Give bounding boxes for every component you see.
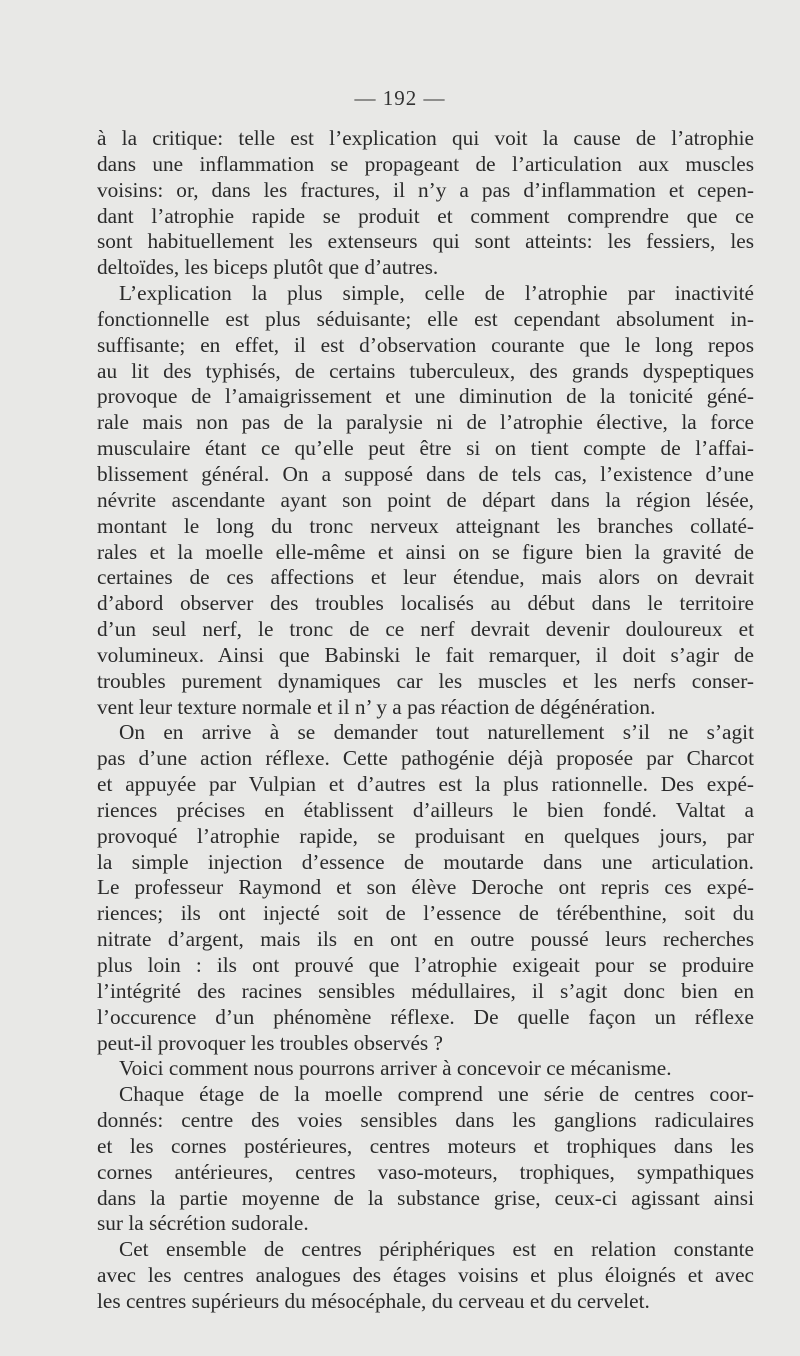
text-line: vent leur texture normale et il n’ y a pas réaction de dégénération. (97, 694, 656, 719)
text-line: montant le long du tronc nerveux atteignant les branches collaté- (97, 513, 754, 538)
text-line: troubles purement dynamiques car les muscles et les nerfs conser- (97, 668, 754, 693)
text-line: certaines de ces affections et leur étendue, mais alors on devrait (97, 565, 754, 590)
text-line: fonctionnelle est plus séduisante; elle est cependant absolument in- (97, 306, 754, 331)
text-line: dant l’atrophie rapide se produit et comment comprendre que ce (97, 203, 754, 228)
paragraph (97, 281, 754, 720)
paragraph (97, 1056, 754, 1082)
text-line: d’un seul nerf, le tronc de ce nerf devrait devenir douloureux et (97, 617, 754, 642)
text-line: voisins: or, dans les fractures, il n’y a pas d’inflammation et cepen- (97, 177, 754, 202)
text-line: L’explication la plus simple, celle de l’atrophie par inactivité (119, 281, 754, 306)
text-line: avec les centres analogues des étages voisins et plus éloignés et avec (97, 1263, 754, 1288)
text-line: riences précises en établissent d’ailleurs le bien fondé. Valtat a (97, 797, 754, 822)
text-line: sont habituellement les extenseurs qui sont atteints: les fessiers, les (97, 229, 754, 254)
text-line: On en arrive à se demander tout naturellement s’il ne s’agit (119, 720, 754, 745)
text-line: provoque de l’amaigrissement et une diminution de la tonicité géné- (97, 384, 754, 409)
text-line: deltoïdes, les biceps plutôt que d’autres. (97, 255, 439, 280)
text-line: et les cornes postérieures, centres moteurs et trophiques dans les (97, 1133, 754, 1158)
paragraph (97, 126, 754, 281)
text-line: provoqué l’atrophie rapide, se produisant en quelques jours, par (97, 823, 754, 848)
text-line: l’intégrité des racines sensibles médullaires, il s’agit donc bien en (97, 978, 754, 1003)
text-line: blissement général. On a supposé dans de tels cas, l’existence d’une (97, 461, 754, 486)
paragraph (97, 1082, 754, 1237)
text-line: plus loin : ils ont prouvé que l’atrophie exigeait pour se produire (97, 953, 754, 977)
paragraph (97, 1237, 754, 1315)
text-line: rale mais non pas de la paralysie ni de l’atrophie élective, la force (97, 410, 754, 435)
text-line: l’occurence d’un phénomène réflexe. De quelle façon un réflexe (97, 1004, 754, 1029)
text-line: donnés: centre des voies sensibles dans les ganglions radiculaires (97, 1108, 754, 1133)
text-line: la simple injection d’essence de moutarde dans une articulation. (97, 849, 754, 874)
text-line: à la critique: telle est l’explication qui voit la cause de l’atrophie (97, 126, 754, 150)
text-line: d’abord observer des troubles localisés au début dans le territoire (97, 591, 754, 616)
text-line: volumineux. Ainsi que Babinski le fait remarquer, il doit s’agir de (97, 642, 754, 667)
text-line: suffisante; en effet, il est d’observation courante que le long repos (97, 332, 754, 357)
text-line: pas d’une action réflexe. Cette pathogénie déjà proposée par Charcot (97, 746, 754, 771)
text-line: nitrate d’argent, mais ils en ont en outre poussé leurs recherches (97, 927, 754, 952)
text-line: peut-il provoquer les troubles observés ? (97, 1030, 443, 1055)
paragraph (97, 720, 754, 1056)
text-line: cornes antérieures, centres vaso-moteurs, trophiques, sympathiques (97, 1159, 754, 1184)
text-line: névrite ascendante ayant son point de départ dans la région lésée, (97, 487, 754, 512)
text-line: Chaque étage de la moelle comprend une série de centres coor- (119, 1082, 754, 1107)
text-line: rales et la moelle elle-même et ainsi on se figure bien la gravité de (97, 539, 754, 564)
text-line: riences; ils ont injecté soit de l’essence de térébenthine, soit du (97, 901, 754, 926)
body-text (97, 126, 754, 1315)
text-line: sur la sécrétion sudorale. (97, 1211, 309, 1236)
text-line: musculaire étant ce qu’elle peut être si on tient compte de l’affai- (97, 436, 754, 461)
text-line: dans la partie moyenne de la substance grise, ceux-ci agissant ainsi (97, 1185, 754, 1210)
text-line: dans une inflammation se propageant de l’articulation aux muscles (97, 151, 754, 176)
text-line: les centres supérieurs du mésocéphale, du cerveau et du cervelet. (97, 1288, 650, 1313)
page-number: — 192 — (354, 86, 446, 110)
text-line: Le professeur Raymond et son élève Deroche ont repris ces expé- (97, 875, 754, 900)
text-line: et appuyée par Vulpian et d’autres est la plus rationnelle. Des expé- (97, 772, 754, 797)
text-line: Cet ensemble de centres périphériques est en relation constante (119, 1237, 754, 1262)
text-line: Voici comment nous pourrons arriver à concevoir ce mécanisme. (119, 1056, 672, 1081)
text-line: au lit des typhisés, de certains tuberculeux, des grands dyspeptiques (97, 358, 754, 383)
